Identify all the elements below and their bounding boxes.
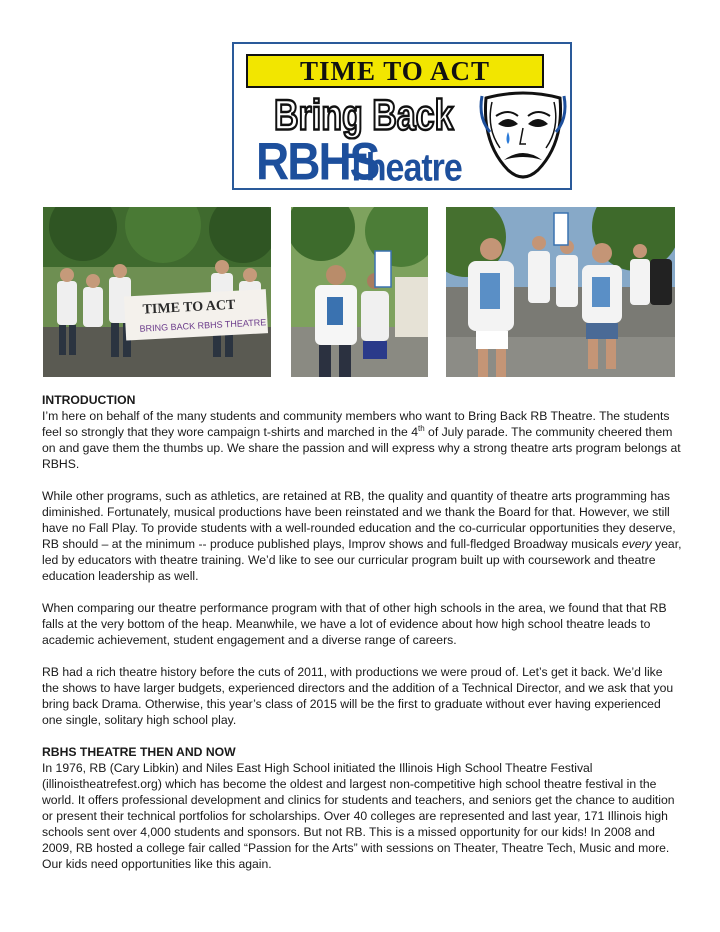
section-heading-introduction: INTRODUCTION	[42, 393, 136, 407]
parade-photo-banner	[43, 207, 271, 377]
banner-subtext: BRING BACK RBHS THEATRE	[139, 317, 267, 334]
campaign-logo	[232, 42, 572, 190]
parade-photo-students	[291, 207, 428, 377]
logo-theatre: Theatre	[346, 146, 462, 190]
paragraph: I’m here on behalf of the many students and community members who want to Bring Back RB Theatre. The students feel so strongly that they wore campaign t-shirts and marched in the 4th of July parade. The community cheered them on and gave them the thumbs up. We share the passion and will express why a strong theatre arts program belongs at RBHS.	[42, 409, 681, 471]
paragraph: While other programs, such as athletics, are retained at RB, the quality and quantity of theatre arts programming has diminished. Fortunately, musical productions have been reinstated and we thank the Board for that. However, we still have no Fall Play. To provide students with a well-rounded education and the co-curricular opportunities they deserve, RB should – at the minimum -- produce published plays, Improv shows and full-fledged Broadway musicals every year, led by educators with theatre training. We’d like to see our curricular program built up with coursework and theatre education leadership as well.	[42, 489, 682, 583]
paragraph: In 1976, RB (Cary Libkin) and Niles East High School initiated the Illinois High School Theatre Festival (illinoistheatrefest.org) which has become the oldest and largest non-competitive high school theatre festival in the world. It offers professional development and clinics for students and teachers, and seniors get the chance to audition or present their technical portfolios for scholarships. Over 40 colleges are represented and last year, 171 Illinois high schools sent over 4,000 students and sponsors. But not RB. This is a missed opportunity for our kids! In 2008 and 2009, RB hosted a college fair called “Passion for the Arts” with sessions on Theater, Theatre Tech, Music and more. Our kids need opportunities like this again.	[42, 761, 675, 871]
logo-title: TIME TO ACT	[299, 56, 491, 86]
paragraph: When comparing our theatre performance program with that of other high schools in the area, we found that that RB falls at the very bottom of the heap. Meanwhile, we have a lot of evidence about how high school theatre leads to academic achievement, student engagement and a diverse range of careers.	[42, 601, 667, 647]
logo-rbhs: RBHS	[256, 131, 379, 191]
section-heading-then-and-now: RBHS THEATRE THEN AND NOW	[42, 745, 236, 759]
parade-photo-group	[446, 207, 675, 377]
banner-text: TIME TO ACT	[142, 297, 236, 318]
letter-body	[42, 392, 682, 888]
logo-bring-back: Bring Back	[274, 92, 454, 140]
logo-title-band	[246, 54, 544, 88]
theatre-mask-icon	[478, 88, 568, 186]
paragraph: RB had a rich theatre history before the cuts of 2011, with productions we were proud of. Let’s get it back. We’d like the shows to have larger budgets, experienced directors and the addition of a Technical Director, and we ask that you bring back Drama. Otherwise, this year’s class of 2015 will be the first to graduate without ever having experienced one single, solitary high school play.	[42, 665, 674, 727]
